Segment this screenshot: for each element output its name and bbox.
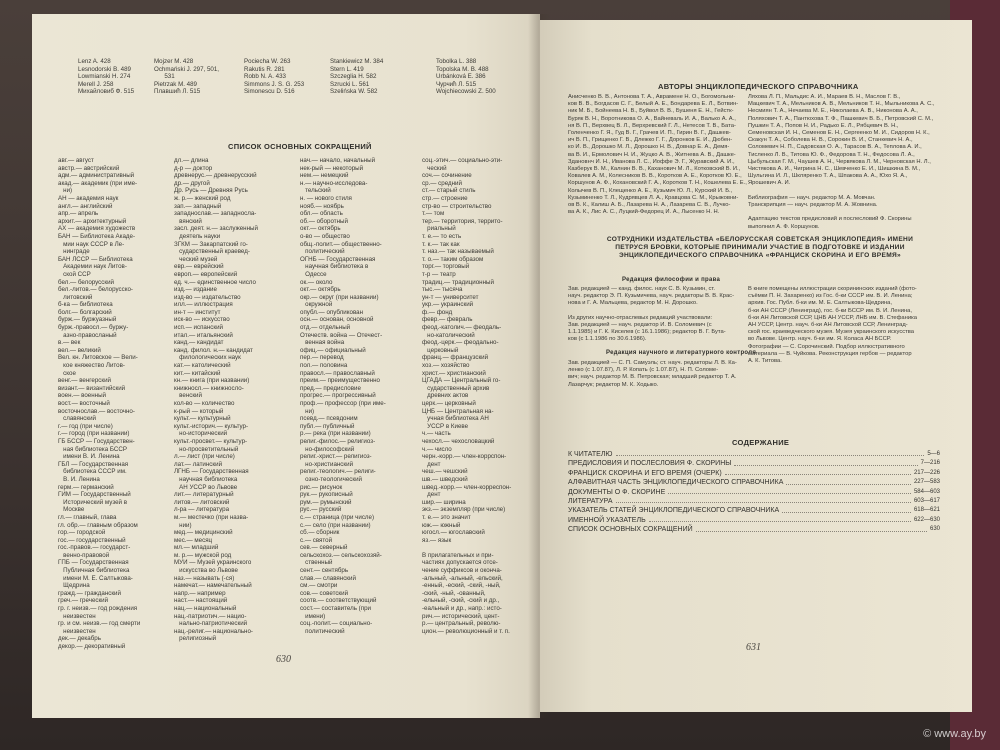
authors-column-left: Анисченко В. В., Антонова Т. А., Аврамене Н. О., Богомольни- ков В. В., Богдасов С. Г., Белый А. Е., Бондарева Е. Л., Ботвин- ник М. Б., Бойнеева Н. В., Буйвол В. В., Бушеня Е. Н., Гейстк- Буряк В. Н., Воротникова О. А., Вайневаль И. А., Валько А. А., ня В. П., Верхвец В. Л., Верхревский Г. Л., Нетесов Т. В., Бата- Голенченко Г. Я., Гуд В. Г., Грачев И. П., Гирин В. Г., Дашкев- ич В. П., Грищенко Г. В., Длежко Г. Г., Доронков Е. И., Дюбен- ко И. В., Дорошко М. Л., Дорошко Н. В., Довнар Е. А., Демя- ва В. И., Ермолович Н. И., Жуцко А. В., Житнева А. В., Дашке- Здановнч И. Н., Иванова Л. С., Иоффе Э. Г., Журавский А. И., Казберук В. М., Калнин В. В., Каханович М. Л., Котковский В. И., Ковалев А. М., Колесников В. В., Коротков А. Е., Коротков Ю. Е., Коршунов А. Ф., Кохановский Г. А., Коротков Т. Н., Кошелева Е. Е., Колычев В. П., Клещенко А. Е., Кузьмич Ю. Л., Курский И. Б., Кузьминенко Т. Л., Кудрявцев Л. А., Кравцова С. М., Крыжовни- ов В. К., Калиш А. Б., Лазарева Н. А., Лазарева С. В., Лучко- ва А. К., Лис А. С., Луцкий-Федорец И. А., Лысенко Н. Н. <box>568 94 747 216</box>
toc-entry-title: АЛФАВИТНАЯ ЧАСТЬ ЭНЦИКЛОПЕДИЧЕСКОГО СПРАВОЧНИКА <box>568 479 784 487</box>
index-column-5: Tobolka L. 388 Topolska M. B. 488 Urbánková E. 386 Чурчић Л. 515 Wojchiecowski Z. 500 <box>436 58 496 96</box>
toc-leader-dots <box>734 459 917 465</box>
abbreviations-title: СПИСОК ОСНОВНЫХ СОКРАЩЕНИЙ <box>228 142 372 151</box>
authors-column-right: Ляхова Л. П., Мальдис А. И., Мараев В. Н., Маслов Г. В., Мацкевич Т. А., Мельников А. В., Мельников Т. Н., Мыльникова А. С., Несмиян Т. А., Нечаева М. Е., Николаева А. В., Никонова А. А., Поляхович Т. А., Пантюхова Т. Ф., Пашкевич В. Б., Петровский С. М., Пушкин Т. А., Попов Н. И., Радько Е. Л., Рябцевич В. Н., Семеновская И. Н., Семенов Е. Н., Сергеенко М. И., Сидоров Н. К., Скакун Т. А., Соболева Н. В., Сорокин В. И., Станкевич Н. А., Соломевич Н. П., Садовская О. А., Тарасов В. А., Теплова А. И., Тисленко Л. В., Титова Ю. Ф., Федорова Т. Н., Федосова Л. А., Цыбульская Г. М., Чаушев А. Н., Червякова Л. М., Черновская Н. Л., Чистякова А. И., Чигрина Н. С., Шевченко Е. И., Шишкина В. М., Шульгина И. Л., Шкляренко Т. А., Шпакова А. А., Юхо Я. А., Ярошевич А. И. Библиография — науч. редактор М. А. Мовчан. Транскрипция — науч. редактор М. А. Жовнина. Адаптацию текстов предисловий и послесловий Ф. Скорины выполнил А. Ф. Коршунов. <box>748 94 935 230</box>
toc-entry-page: 622—630 <box>913 516 940 523</box>
abbreviations-column-2: дл.— длина д-р — доктор древнерус.— древнерусский др.— другой Др. Русь — Древняя Русь ж. р.— женский род зап.— западный западнослав.— западносла- вянский засл. деят. н.— заслуженный деятель науки ЗГКМ — Закарпатский го- сударственный краевед- ческий музей евр.— еврейский европ.— европейский ед. ч.— единственное число изд.— издание изд-во — издательство илл.— иллюстрация ин-т — институт иск-во — искусство исп.— испанский итал.— итальянский канд.— кандидат канд. филол. н.— кандидат филологических наук кат.— католический кит.— китайский кн.— книга (при названии) книжносл.— книжносло- венский кол-во — количество к-рый — который культ.— культурный культ.-историч.— культур- но-исторический культ.-просвет.— культур- но-просветительный л.— лист (при числе) лат.— латинский ЛГНБ — Государственная научная библиотека АН УССР во Львове лит.— литературный литов.— литовский л-ра — литература м.— местечко (при назва- нии) мед.— медицинский мес.— месяц мл.— младший м. р.— мужской род МУИ — Музей украинского искусства во Львове наз.— называть (-ся) намечат.— намечательный напр.— например наст.— настоящий нац.— национальный нац.-патриотич.— нацио- нально-патриотический нац.-религ.— национально- религиозный <box>174 157 258 643</box>
toc-entry <box>568 497 940 506</box>
toc-entry-title: УКАЗАТЕЛЬ СТАТЕЙ ЭНЦИКЛОПЕДИЧЕСКОГО СПРАВОЧНИКА <box>568 507 780 515</box>
staff-subtitle-philosophy: Редакция философии и права <box>622 277 721 283</box>
toc-entry <box>568 450 940 459</box>
staff-title: СОТРУДНИКИ ИЗДАТЕЛЬСТВА «БЕЛОРУССКАЯ СОВЕТСКАЯ ЭНЦИКЛОПЕДИЯ» ИМЕНИ ПЕТРУСЯ БРОВКИ, КОТОРЫЕ ПРИНИМАЛИ УЧАСТИЕ В ПОДГОТОВКЕ И ИЗДАНИИ ЭНЦИКЛОПЕДИЧЕСКОГО СПРАВОЧНИКА «ФРАНЦИСК СКОРИНА И ЕГО ВРЕМЯ» <box>606 236 914 259</box>
toc-entry <box>568 469 940 478</box>
staff-column-left-1: Зав. редакцией — канд. филос. наук С. В. Кузьмин, ст. науч. редактор Э. П. Кузьмичева, науч. редакторы В. В. Крас- нова и Г. А. Мальцева, редактор М. Н. Дорошко. Из других научно-отраслевых редакций участвовали: Зав. редакцией — науч. редактор И. В. Соломевич (с 1.1.1985) и Г. К. Киселев (с 16.1.1986); редактор В. Г. Бута- ков (с 1.1.1986 по 30.6.1986). <box>568 286 735 343</box>
right-page <box>540 20 972 712</box>
toc-entry <box>568 506 940 515</box>
authors-title: АВТОРЫ ЭНЦИКЛОПЕДИЧЕСКОГО СПРАВОЧНИКА <box>658 82 859 91</box>
page-number-left: 630 <box>276 654 291 665</box>
toc-entry <box>568 488 940 497</box>
abbreviations-column-3: нач.— начало, начальный нек-рый — некоторый нем.— немецкий н.— научно-исследова- тельский н. — нового стиля нояб.— ноябрь обл.— область об.— оборотный окт.— октябрь о-во — общество общ.-полит.— общественно- политический ОГНБ — Государственная научная библиотека в Одессе ок.— около окт.— октябрь окр.— округ (при названии) окружной опубл.— опубликован осн.— основан, основной отд.— отдельный Отечеств. война — Отечест- венная война офиц.— официальный пер.— перевод пол.— половина правосл.— православный преим.— преимущественно пред.— предисловие прогрес.— прогрессивный проф.— профессор (при име- ни) псевд.— псевдоним публ.— публичный р.— река (при названии) религ.-филос.— религиоз- но-философский религ.-христ.— религиоз- но-христианский религ.-теологич.— религи- озно-теологический рис.— рисунок рук.— рукописный рум.— румынский рус.— русский с.— страница (при числе) с.— село (при названии) сб.— сборник с.— святой сев.— северный сельскохоз.— сельскохозяй- ственный сент.— сентябрь слав.— славянский см.— смотри сов.— советский соотв.— соответствующий сост.— составитель (при имени) соц.-полит.— социально- политический <box>300 157 386 635</box>
toc-entry-title: ИМЕННОЙ УКАЗАТЕЛЬ <box>568 516 646 524</box>
toc-entry-title: ДОКУМЕНТЫ О Ф. СКОРИНЕ <box>568 488 666 496</box>
abbreviations-column-1: авг.— август австр.— австрийский адм.— административный акад.— академик (при име- ни) АН — академия наук англ.— английский апр.— апрель архит.— архитектурный АХ — академия художеств БАН — Библиотека Акаде- мии наук СССР в Ле- нинграде БАН ЛССР — Библиотека Академии наук Литов- ской ССР бел.— белорусский бел.-литов.— белорусско- литовский б-ка — библиотека болг.— болгарский бурж.— буржуазный бурж.-правосл.— буржу- азно-правосланый в.— век вел.— великий Вел. кн. Литовское — Вели- кое княжество Литов- ское венг.— венгерский визант.— византийский воен.— военный вост.— восточный восточнослав.— восточно- славянский г.— год (при числе) г.— город (при названии) ГБ БССР — Государствен- ная библиотека БССР имени В. И. Ленина ГБЛ — Государственная библиотека СССР им. В. И. Ленина герм.— германский ГИМ — Государственный Исторический музей в Москве гл.— главный, глава гл. обр.— главным образом гор.— городской гос.— государственный гос.-правов.— государст- венно-правовой ГПБ — Государственная Публичная библиотека имени М. Е. Салтыкова- Щедрина гражд.— гражданский греч.— греческий гр. г. неизв.— год рождения неизвестен гр. и см. неизв.— год смерти неизвестен дек.— декабрь декор.— декоративный <box>58 157 141 650</box>
toc-title: СОДЕРЖАНИЕ <box>732 438 790 447</box>
toc-entry-page: 227—583 <box>913 479 940 486</box>
toc-entry <box>568 516 940 525</box>
toc-entry-title: К ЧИТАТЕЛЮ <box>568 451 613 458</box>
toc-entry-page: 630 <box>929 526 940 533</box>
staff-column-right: В книге помещены иллюстрации скорининских изданий (фото- съёмки П. Н. Захаренко) из Гос. б-ки СССР им. В. И. Ленина; архив. Гос. Публ. б-ки им. М. Е. Салтыкова-Щедрина, б-ки АН СССР (Ленинград), гос. б-ки БССР им. В. И. Ленина, б-ки АН Литовской ССР, ЦНБ АН УССР, ЛНБ им. В. Стефаника АН УССР, Центр. науч. б-ки АН Литовской ССР, Ленинград- ской гос. краеведческого музея. Музея украинского искусства во Львове. Центр. науч. б-ки им. Я. Коласа АН БССР. Фотографии — С. Сорочинский. Подбор иллюстративного материала — В. Чуйкова. Реконструкция гербов — редактор А. К. Титова. <box>748 286 917 365</box>
toc-entry <box>568 478 940 487</box>
toc-leader-dots <box>696 525 927 531</box>
toc-leader-dots <box>782 506 911 512</box>
toc-entry-title: СПИСОК ОСНОВНЫХ СОКРАЩЕНИЙ <box>568 526 693 534</box>
toc-entry-title: ПРЕДИСЛОВИЯ И ПОСЛЕСЛОВИЯ Ф. СКОРИНЫ <box>568 460 732 468</box>
toc-entry-page: 584—603 <box>913 488 940 495</box>
staff-subtitle-control: Редакция научного и литературного контроля <box>606 350 757 356</box>
toc-entry-page: 618—621 <box>913 507 940 514</box>
page-number-right: 631 <box>746 642 761 653</box>
abbreviations-column-4: соц.-этич.— социально-эти- ческий соч.— сочинение ср.— средний ст.— старый стиль стр.— строение стр-во — строительство т.— том тер.— территория, террито- риальный т. е.— то есть т. к.— так как т. наз.— так называемый т. о.— таким образом торг.— торговый т-р — театр традиц.— традиционный тыс.— тысяча ун-т — университет укр.— украинский ф.— фонд февр.— февраль феод.-католич.— феодаль- но-католический феод.-церк.— феодально- церковный франц.— французский хоз.— хозяйство христ.— христианский ЦГАДА — Центральный го- сударственный архив древних актов церк.— церковный ЦНБ — Центральная на- учная библиотека АН УССР в Киеве ч.— часть чехосл.— чехословацкий ч.— число черн.-корр.— член-коррспон- дент чеш.— чешский шв.— шведский швед.-корр.— член-корреспон- дент шир.— ширина экз.— экземпляр (при числе) т. е.— это значит юж.— южный югосл.— югославский яз.— язык В прилагательных и при- частиях допускается отсе- чение суффиксов и оконча- -альный, -альный, -ельский, -енный, -еский, -ский, -ный, -ский, -ный, -ованный, -ельный, -ский, -ский и др., -еальный и др., напр.: исто- рич.— исторический, цент- р.— центральный, револю- цион.— революционный и т. п. <box>422 157 512 635</box>
toc-entry-page: 217—226 <box>913 469 940 476</box>
toc-leader-dots <box>668 488 911 494</box>
toc-entry-page: 5—6 <box>927 451 940 457</box>
index-column-1: Lenz A. 428 Lesnodorski B. 489 Lowmianski H. 274 Merell J. 258 Михайловиб Ф. 515 <box>78 58 135 96</box>
toc-entry-title: ФРАНЦИСК СКОРИНА И ЕГО ВРЕМЯ (ОЧЕРК) <box>568 469 722 477</box>
toc-entry-page: 603—617 <box>913 498 940 505</box>
watermark: © www.ay.by <box>923 728 986 740</box>
table-of-contents <box>568 450 940 535</box>
toc-leader-dots <box>786 478 911 484</box>
staff-column-left-2: Зав. редакцией — С. П. Самуэль; ст. науч. редакторы Л. В. Ка- ленко (с 1.07.87), Л. Р. Копать (с 1.07.87), Н. П. Соломе- вич; науч. редактор М. В. Петровская; младший редактор Т. А. Лазарчук; редактор М. К. Ходыко. <box>568 360 737 388</box>
index-column-4: Stankiewicz M. 384 Stern L. 419 Szczeglia H. 582 Szrucki L. 561 Szelińska W. 582 <box>330 58 384 96</box>
index-column-3: Pociecha W. 263 Rakutis R. 281 Robb N. A. 433 Simmons J. S. G. 253 Simonescu D. 516 <box>244 58 305 96</box>
toc-entry-title: ЛИТЕРАТУРА <box>568 498 613 506</box>
index-column-2: Mojzer M. 428 Ochmański J. 297, 501, 531 Pietrzak M. 489 Плавшић Л. 515 <box>154 58 220 96</box>
toc-leader-dots <box>616 497 911 503</box>
toc-entry <box>568 525 940 534</box>
toc-leader-dots <box>616 450 925 456</box>
toc-entry <box>568 459 940 468</box>
toc-entry-page: 7—216 <box>920 460 940 467</box>
toc-leader-dots <box>649 516 911 522</box>
toc-leader-dots <box>725 469 911 475</box>
left-page <box>32 14 540 718</box>
